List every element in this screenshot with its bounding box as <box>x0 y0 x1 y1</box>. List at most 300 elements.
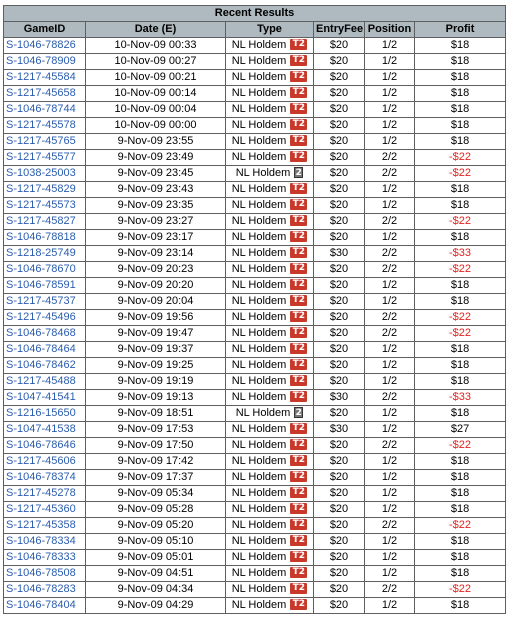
t2-icon: T2 <box>290 295 307 306</box>
t2-icon: T2 <box>290 279 307 290</box>
game-id-cell <box>4 150 86 166</box>
type-cell <box>226 182 314 198</box>
t2-icon: T2 <box>290 583 307 594</box>
table-row <box>4 294 506 310</box>
game-id-link[interactable]: S-1046-78374 <box>6 471 76 483</box>
game-id-cell <box>4 374 86 390</box>
position-cell: 1/2 <box>365 502 415 518</box>
table-row <box>4 406 506 422</box>
game-id-link[interactable]: S-1217-45765 <box>6 135 76 147</box>
entry-fee-cell: $20 <box>314 454 365 470</box>
game-id-link[interactable]: S-1046-78670 <box>6 263 76 275</box>
game-id-link[interactable]: S-1217-45737 <box>6 295 76 307</box>
type-cell <box>226 86 314 102</box>
date-cell: 9-Nov-09 19:37 <box>86 342 226 358</box>
type-cell <box>226 70 314 86</box>
entry-fee-cell: $20 <box>314 566 365 582</box>
entry-fee-cell: $20 <box>314 502 365 518</box>
game-type-label: NL Holdem <box>231 375 287 387</box>
type-cell <box>226 150 314 166</box>
game-id-cell <box>4 54 86 70</box>
date-cell: 9-Nov-09 05:20 <box>86 518 226 534</box>
type-cell <box>226 534 314 550</box>
entry-fee-cell: $20 <box>314 550 365 566</box>
game-id-link[interactable]: S-1217-45578 <box>6 119 76 131</box>
date-cell: 9-Nov-09 20:20 <box>86 278 226 294</box>
t2-icon: T2 <box>290 519 307 530</box>
column-header-profit: Profit <box>415 22 506 38</box>
table-row <box>4 166 506 182</box>
game-type-label: NL Holdem <box>231 231 287 243</box>
profit-cell: $18 <box>415 598 506 614</box>
game-type-label: NL Holdem <box>231 311 287 323</box>
type-cell <box>226 278 314 294</box>
game-id-cell <box>4 246 86 262</box>
entry-fee-cell: $20 <box>314 518 365 534</box>
table-row <box>4 182 506 198</box>
game-id-link[interactable]: S-1217-45496 <box>6 311 76 323</box>
type-cell <box>226 550 314 566</box>
position-cell: 1/2 <box>365 38 415 54</box>
game-type-label: NL Holdem <box>231 519 287 531</box>
game-id-cell <box>4 134 86 150</box>
profit-cell: -$22 <box>415 150 506 166</box>
game-id-link[interactable]: S-1047-41541 <box>6 391 76 403</box>
profit-cell: $18 <box>415 566 506 582</box>
date-cell: 10-Nov-09 00:33 <box>86 38 226 54</box>
position-cell: 1/2 <box>365 566 415 582</box>
game-type-label: NL Holdem <box>231 199 287 211</box>
type-cell <box>226 54 314 70</box>
game-type-label: NL Holdem <box>231 487 287 499</box>
t2-icon: T2 <box>290 455 307 466</box>
t2-icon: T2 <box>290 359 307 370</box>
date-cell: 10-Nov-09 00:21 <box>86 70 226 86</box>
profit-cell: $18 <box>415 502 506 518</box>
entry-fee-cell: $20 <box>314 582 365 598</box>
date-cell: 9-Nov-09 18:51 <box>86 406 226 422</box>
table-row <box>4 150 506 166</box>
table-row <box>4 438 506 454</box>
profit-cell: $18 <box>415 486 506 502</box>
column-header-date: Date (E) <box>86 22 226 38</box>
game-id-link[interactable]: S-1217-45278 <box>6 487 76 499</box>
game-id-link[interactable]: S-1046-78508 <box>6 567 76 579</box>
position-cell: 1/2 <box>365 70 415 86</box>
table-row <box>4 470 506 486</box>
table-row <box>4 246 506 262</box>
t2-icon: T2 <box>290 311 307 322</box>
game-id-link[interactable]: S-1217-45658 <box>6 87 76 99</box>
position-cell: 1/2 <box>365 374 415 390</box>
game-id-cell <box>4 262 86 278</box>
game-id-link[interactable]: S-1217-45577 <box>6 151 76 163</box>
type-cell <box>226 310 314 326</box>
game-type-label: NL Holdem <box>231 503 287 515</box>
game-type-label: NL Holdem <box>231 87 287 99</box>
position-cell: 1/2 <box>365 422 415 438</box>
type-cell <box>226 374 314 390</box>
game-id-link[interactable]: S-1046-78334 <box>6 535 76 547</box>
profit-cell: $18 <box>415 54 506 70</box>
entry-fee-cell: $20 <box>314 214 365 230</box>
date-cell: 10-Nov-09 00:27 <box>86 54 226 70</box>
two-player-icon: 2 <box>295 167 302 178</box>
date-cell: 9-Nov-09 17:37 <box>86 470 226 486</box>
position-cell: 1/2 <box>365 54 415 70</box>
t2-icon: T2 <box>290 599 307 610</box>
entry-fee-cell: $20 <box>314 486 365 502</box>
position-cell: 2/2 <box>365 166 415 182</box>
game-type-label: NL Holdem <box>235 167 291 179</box>
game-id-link[interactable]: S-1217-45606 <box>6 455 76 467</box>
game-type-label: NL Holdem <box>231 247 287 259</box>
game-id-link[interactable]: S-1046-78283 <box>6 583 76 595</box>
profit-cell: $18 <box>415 406 506 422</box>
entry-fee-cell: $20 <box>314 294 365 310</box>
type-cell <box>226 502 314 518</box>
date-cell: 9-Nov-09 05:10 <box>86 534 226 550</box>
position-cell: 1/2 <box>365 278 415 294</box>
game-id-link[interactable]: S-1046-78744 <box>6 103 76 115</box>
type-cell <box>226 214 314 230</box>
table-row <box>4 374 506 390</box>
t2-icon: T2 <box>290 439 307 450</box>
game-type-label: NL Holdem <box>231 359 287 371</box>
profit-cell: -$33 <box>415 246 506 262</box>
position-cell: 1/2 <box>365 486 415 502</box>
date-cell: 9-Nov-09 04:34 <box>86 582 226 598</box>
date-cell: 9-Nov-09 23:45 <box>86 166 226 182</box>
table-row <box>4 198 506 214</box>
game-id-cell <box>4 390 86 406</box>
game-id-link[interactable]: S-1217-45827 <box>6 215 76 227</box>
table-row <box>4 598 506 614</box>
game-type-label: NL Holdem <box>231 263 287 275</box>
t2-icon: T2 <box>290 487 307 498</box>
t2-icon: T2 <box>290 343 307 354</box>
game-id-link[interactable]: S-1046-78909 <box>6 55 76 67</box>
game-id-cell <box>4 550 86 566</box>
type-cell <box>226 326 314 342</box>
profit-cell: $27 <box>415 422 506 438</box>
type-cell <box>226 262 314 278</box>
type-cell <box>226 438 314 454</box>
game-id-link[interactable]: S-1046-78462 <box>6 359 76 371</box>
game-id-link[interactable]: S-1217-45358 <box>6 519 76 531</box>
type-cell <box>226 166 314 182</box>
profit-cell: $18 <box>415 198 506 214</box>
position-cell: 2/2 <box>365 262 415 278</box>
position-cell: 1/2 <box>365 534 415 550</box>
type-cell <box>226 118 314 134</box>
game-id-cell <box>4 342 86 358</box>
game-id-link[interactable]: S-1046-78646 <box>6 439 76 451</box>
position-cell: 2/2 <box>365 214 415 230</box>
date-cell: 9-Nov-09 23:35 <box>86 198 226 214</box>
table-row <box>4 534 506 550</box>
t2-icon: T2 <box>290 567 307 578</box>
position-cell: 1/2 <box>365 470 415 486</box>
entry-fee-cell: $20 <box>314 358 365 374</box>
position-cell: 1/2 <box>365 134 415 150</box>
game-type-label: NL Holdem <box>231 215 287 227</box>
position-cell: 2/2 <box>365 246 415 262</box>
type-cell <box>226 454 314 470</box>
game-type-label: NL Holdem <box>231 535 287 547</box>
game-id-cell <box>4 182 86 198</box>
position-cell: 1/2 <box>365 86 415 102</box>
game-id-cell <box>4 406 86 422</box>
t2-icon: T2 <box>290 263 307 274</box>
game-type-label: NL Holdem <box>235 407 291 419</box>
profit-cell: $18 <box>415 342 506 358</box>
game-type-label: NL Holdem <box>231 439 287 451</box>
profit-cell: -$22 <box>415 438 506 454</box>
type-cell <box>226 390 314 406</box>
date-cell: 9-Nov-09 23:14 <box>86 246 226 262</box>
game-id-link[interactable]: S-1217-45488 <box>6 375 76 387</box>
t2-icon: T2 <box>290 87 307 98</box>
profit-cell: $18 <box>415 358 506 374</box>
game-id-cell <box>4 598 86 614</box>
entry-fee-cell: $20 <box>314 38 365 54</box>
game-id-link[interactable]: S-1046-78591 <box>6 279 76 291</box>
table-row <box>4 134 506 150</box>
type-cell <box>226 230 314 246</box>
entry-fee-cell: $20 <box>314 102 365 118</box>
profit-cell: -$22 <box>415 166 506 182</box>
type-cell <box>226 246 314 262</box>
game-id-link[interactable]: S-1218-25749 <box>6 247 76 259</box>
game-id-cell <box>4 86 86 102</box>
profit-cell: $18 <box>415 182 506 198</box>
position-cell: 2/2 <box>365 390 415 406</box>
t2-icon: T2 <box>290 231 307 242</box>
game-id-link[interactable]: S-1046-78468 <box>6 327 76 339</box>
profit-cell: -$22 <box>415 310 506 326</box>
column-header-type: Type <box>226 22 314 38</box>
entry-fee-cell: $20 <box>314 134 365 150</box>
type-cell <box>226 38 314 54</box>
date-cell: 9-Nov-09 23:49 <box>86 150 226 166</box>
date-cell: 9-Nov-09 19:19 <box>86 374 226 390</box>
entry-fee-cell: $20 <box>314 438 365 454</box>
game-id-link[interactable]: S-1038-25003 <box>6 167 76 179</box>
table-row <box>4 566 506 582</box>
position-cell: 2/2 <box>365 438 415 454</box>
table-row <box>4 358 506 374</box>
type-cell <box>226 198 314 214</box>
date-cell: 9-Nov-09 19:25 <box>86 358 226 374</box>
profit-cell: $18 <box>415 374 506 390</box>
t2-icon: T2 <box>290 55 307 66</box>
entry-fee-cell: $30 <box>314 422 365 438</box>
profit-cell: $18 <box>415 38 506 54</box>
position-cell: 2/2 <box>365 582 415 598</box>
game-id-link[interactable]: S-1217-45829 <box>6 183 76 195</box>
game-id-cell <box>4 454 86 470</box>
entry-fee-cell: $20 <box>314 230 365 246</box>
game-id-cell <box>4 294 86 310</box>
game-id-cell <box>4 422 86 438</box>
profit-cell: $18 <box>415 134 506 150</box>
date-cell: 9-Nov-09 05:28 <box>86 502 226 518</box>
position-cell: 1/2 <box>365 406 415 422</box>
game-id-cell <box>4 566 86 582</box>
two-player-icon: 2 <box>295 407 302 418</box>
profit-cell: $18 <box>415 294 506 310</box>
table-row <box>4 454 506 470</box>
table-row <box>4 230 506 246</box>
game-type-label: NL Holdem <box>231 327 287 339</box>
game-type-label: NL Holdem <box>231 119 287 131</box>
table-row <box>4 550 506 566</box>
position-cell: 1/2 <box>365 182 415 198</box>
game-type-label: NL Holdem <box>231 183 287 195</box>
date-cell: 9-Nov-09 05:34 <box>86 486 226 502</box>
type-cell <box>226 102 314 118</box>
profit-cell: $18 <box>415 230 506 246</box>
t2-icon: T2 <box>290 151 307 162</box>
t2-icon: T2 <box>290 391 307 402</box>
game-id-cell <box>4 118 86 134</box>
game-id-link[interactable]: S-1216-15650 <box>6 407 76 419</box>
position-cell: 1/2 <box>365 198 415 214</box>
table-row <box>4 118 506 134</box>
entry-fee-cell: $20 <box>314 70 365 86</box>
entry-fee-cell: $30 <box>314 246 365 262</box>
entry-fee-cell: $20 <box>314 278 365 294</box>
game-type-label: NL Holdem <box>231 551 287 563</box>
date-cell: 9-Nov-09 19:47 <box>86 326 226 342</box>
profit-cell: -$33 <box>415 390 506 406</box>
profit-cell: $18 <box>415 70 506 86</box>
date-cell: 9-Nov-09 17:50 <box>86 438 226 454</box>
table-row <box>4 422 506 438</box>
table-title: Recent Results <box>4 6 506 22</box>
profit-cell: $18 <box>415 454 506 470</box>
profit-cell: $18 <box>415 534 506 550</box>
recent-results-table <box>3 5 506 614</box>
table-row <box>4 390 506 406</box>
entry-fee-cell: $20 <box>314 150 365 166</box>
date-cell: 9-Nov-09 17:53 <box>86 422 226 438</box>
type-cell <box>226 598 314 614</box>
game-id-link[interactable]: S-1217-45360 <box>6 503 76 515</box>
t2-icon: T2 <box>290 215 307 226</box>
entry-fee-cell: $20 <box>314 182 365 198</box>
date-cell: 9-Nov-09 20:23 <box>86 262 226 278</box>
t2-icon: T2 <box>290 551 307 562</box>
position-cell: 2/2 <box>365 326 415 342</box>
game-id-link[interactable]: S-1046-78464 <box>6 343 76 355</box>
entry-fee-cell: $20 <box>314 198 365 214</box>
position-cell: 1/2 <box>365 230 415 246</box>
column-header-position: Position <box>365 22 415 38</box>
position-cell: 1/2 <box>365 294 415 310</box>
entry-fee-cell: $20 <box>314 374 365 390</box>
game-id-link[interactable]: S-1046-78826 <box>6 39 76 51</box>
date-cell: 9-Nov-09 23:27 <box>86 214 226 230</box>
game-type-label: NL Holdem <box>231 343 287 355</box>
date-cell: 10-Nov-09 00:00 <box>86 118 226 134</box>
t2-icon: T2 <box>290 103 307 114</box>
game-type-label: NL Holdem <box>231 567 287 579</box>
t2-icon: T2 <box>290 135 307 146</box>
game-type-label: NL Holdem <box>231 39 287 51</box>
type-cell <box>226 486 314 502</box>
entry-fee-cell: $20 <box>314 54 365 70</box>
t2-icon: T2 <box>290 183 307 194</box>
date-cell: 9-Nov-09 04:29 <box>86 598 226 614</box>
game-id-cell <box>4 70 86 86</box>
position-cell: 1/2 <box>365 358 415 374</box>
profit-cell: -$22 <box>415 582 506 598</box>
table-row <box>4 262 506 278</box>
position-cell: 1/2 <box>365 102 415 118</box>
game-id-cell <box>4 310 86 326</box>
profit-cell: $18 <box>415 86 506 102</box>
game-id-cell <box>4 278 86 294</box>
game-id-link[interactable]: S-1047-41538 <box>6 423 76 435</box>
entry-fee-cell: $20 <box>314 470 365 486</box>
position-cell: 2/2 <box>365 150 415 166</box>
table-row <box>4 38 506 54</box>
date-cell: 9-Nov-09 19:56 <box>86 310 226 326</box>
column-header-gameid: GameID <box>4 22 86 38</box>
type-cell <box>226 342 314 358</box>
type-cell <box>226 518 314 534</box>
position-cell: 2/2 <box>365 518 415 534</box>
game-id-link[interactable]: S-1217-45584 <box>6 71 76 83</box>
game-id-link[interactable]: S-1217-45573 <box>6 199 76 211</box>
table-row <box>4 486 506 502</box>
position-cell: 2/2 <box>365 310 415 326</box>
entry-fee-cell: $20 <box>314 406 365 422</box>
game-type-label: NL Holdem <box>231 423 287 435</box>
game-type-label: NL Holdem <box>231 583 287 595</box>
game-id-cell <box>4 582 86 598</box>
table-row <box>4 326 506 342</box>
game-id-cell <box>4 534 86 550</box>
table-row <box>4 54 506 70</box>
column-header-entryfee: EntryFee <box>314 22 365 38</box>
header-row <box>4 22 506 38</box>
entry-fee-cell: $30 <box>314 390 365 406</box>
game-type-label: NL Holdem <box>231 599 287 611</box>
position-cell: 1/2 <box>365 118 415 134</box>
entry-fee-cell: $20 <box>314 86 365 102</box>
profit-cell: -$22 <box>415 326 506 342</box>
game-id-cell <box>4 102 86 118</box>
date-cell: 9-Nov-09 23:55 <box>86 134 226 150</box>
game-id-link[interactable]: S-1046-78333 <box>6 551 76 563</box>
game-id-link[interactable]: S-1046-78404 <box>6 599 76 611</box>
entry-fee-cell: $20 <box>314 326 365 342</box>
game-id-cell <box>4 518 86 534</box>
table-row <box>4 214 506 230</box>
profit-cell: $18 <box>415 278 506 294</box>
profit-cell: $18 <box>415 118 506 134</box>
table-row <box>4 342 506 358</box>
date-cell: 9-Nov-09 19:13 <box>86 390 226 406</box>
position-cell: 1/2 <box>365 598 415 614</box>
game-id-link[interactable]: S-1046-78818 <box>6 231 76 243</box>
position-cell: 1/2 <box>365 342 415 358</box>
date-cell: 9-Nov-09 20:04 <box>86 294 226 310</box>
table-row <box>4 582 506 598</box>
